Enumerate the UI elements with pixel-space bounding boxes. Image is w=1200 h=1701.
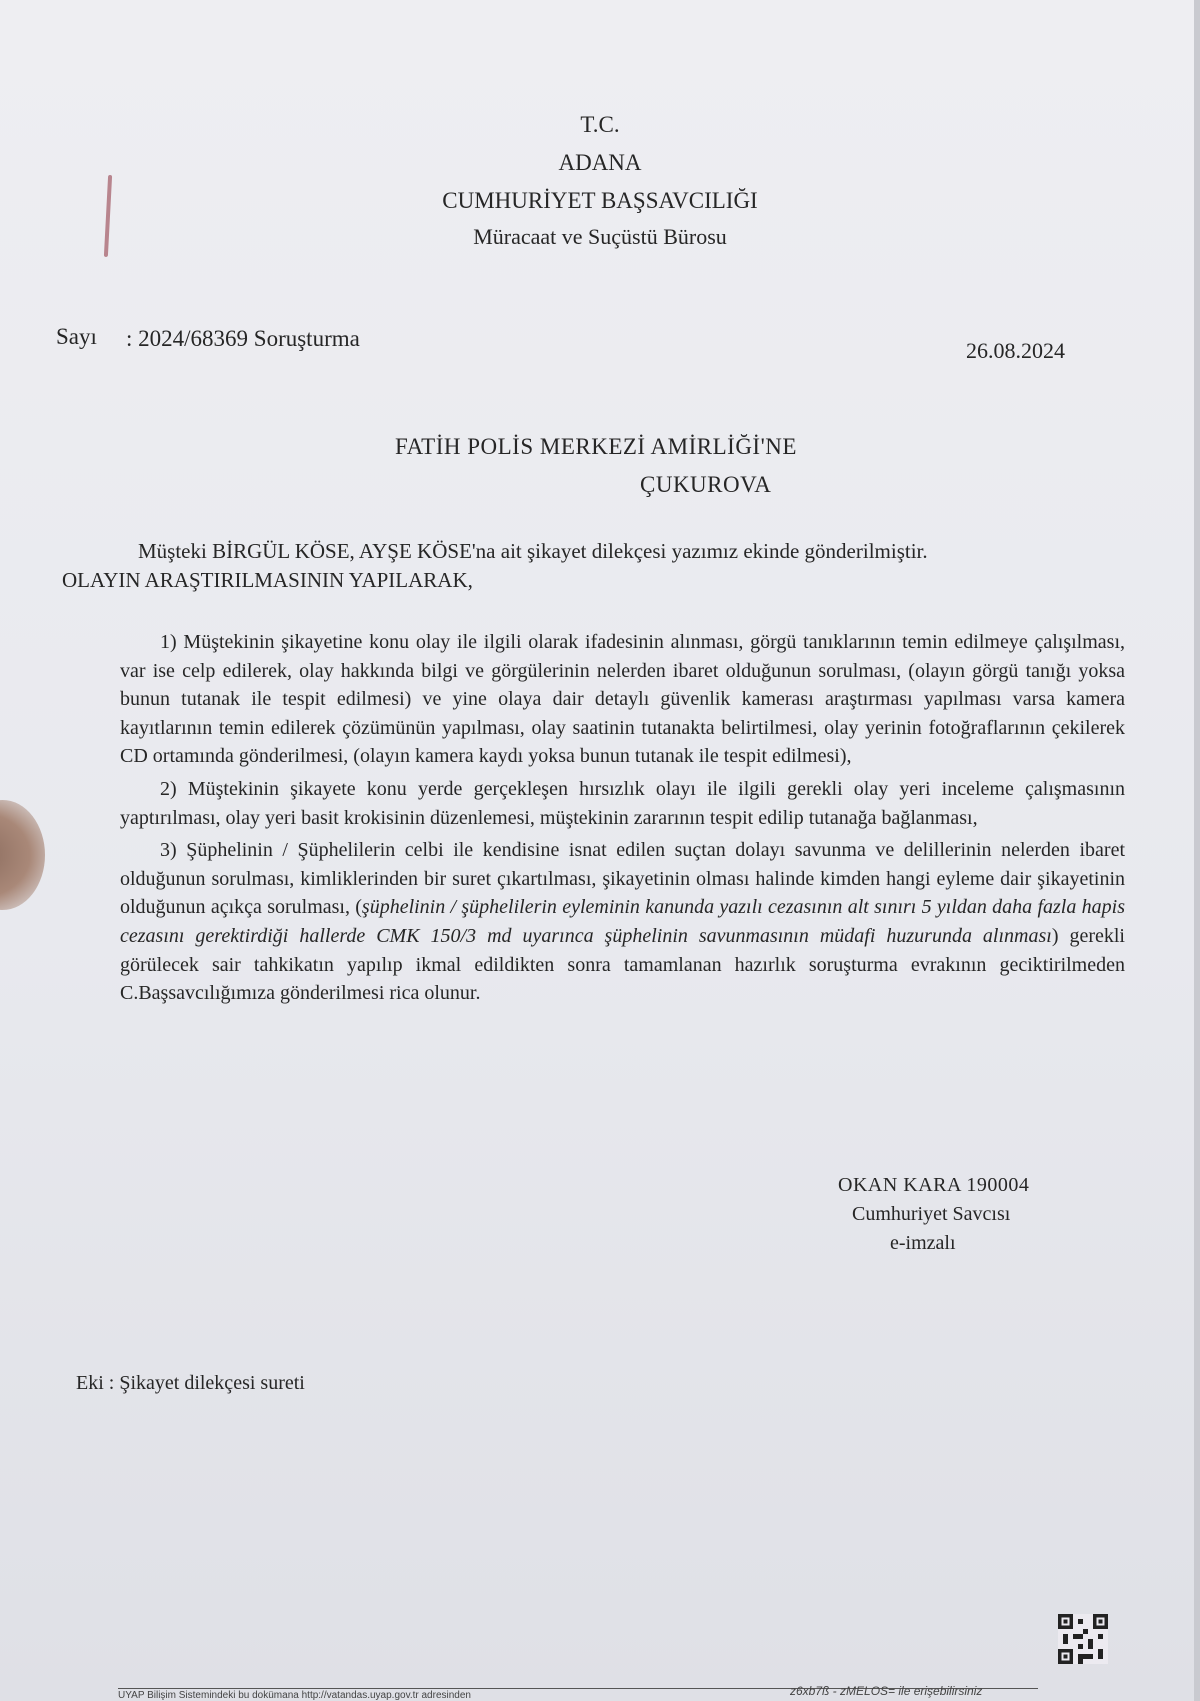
attachment-note: Eki : Şikayet dilekçesi sureti [76,1372,305,1394]
recipient-name: FATİH POLİS MERKEZİ AMİRLİĞİ'NE [395,434,797,459]
intro-line-2: OLAYIN ARAŞTIRILMASININ YAPILARAK, [62,568,473,592]
qr-code-icon [1058,1614,1108,1664]
reference-label: Sayı [56,324,97,349]
intro-line-1: Müşteki BİRGÜL KÖSE, AYŞE KÖSE'na ait şikayet dilekçesi yazımız ekinde gönderilmiştir. [138,539,928,563]
document-date: 26.08.2024 [966,338,1065,363]
request-item-1: 1) Müştekinin şikayetine konu olay ile ilgili olarak ifadesinin alınması, görgü tanıklarının temin edilmeye çalışılması, var ise celp edilerek, olay hakkında bilgi ve görgülerinin nelerden ibaret olduğunun sorulması, (olayın görgü tanığı yoksa bunun tutanak ile tespit edilmesi) ve yine olaya dair detaylı güvenlik kamerası araştırması yapılması varsa kamera kayıtlarının temin edilerek çözümünün yapılması, olay saatinin tutanakta belirtilmesi, olay yerinin fotoğraflarının çekilerek CD ortamında gönderilmesi, (olayın kamera kaydı yoksa bunun tutanak ile tespit edilmesi), [120,631,1125,768]
request-list [120,628,1125,1012]
header-tc: T.C. [580,112,620,137]
intro-paragraph [62,537,1132,595]
header-city: ADANA [558,150,642,175]
request-item-3-closing: ) gerekli görülecek sair tahkikatın yapılıp ikmal edildikten sonra tamamlanan hazırlık soruşturma evrakının geciktirilmeden C.Başsavcılığımıza gönderilmesi rica olunur. [120,924,1125,1005]
request-item-3-text: 3) Şüphelinin / Şüphelilerin celbi ile kendisine isnat edilen suçtan dolayı savunma ve delillerinin nelerden ibaret olduğunun sorulması, kimliklerinden bir suret çıkartılması, şikayetinin olması halinde kimden hangi eyleme dair şikayetinin olduğunun açıkça sorulması, ( [120,839,1125,919]
page-edge [1194,0,1200,1701]
request-item-3-italic: şüphelinin / şüphelilerin eyleminin kanunda yazılı cezasının alt sınırı 5 yıldan daha fazla hapis cezasını gerektirdiği hallerde CMK 150/3 md uyarınca şüphelinin savunmasının müdafi huzurunda alınması [120,896,1125,947]
signer-name: OKAN KARA 190004 [838,1174,1030,1196]
request-item-3 [120,836,1125,1008]
footer-uyap-note: UYAP Bilişim Sistemindeki bu dokümana http://vatandas.uyap.gov.tr adresinden [118,1690,471,1701]
request-item-2: 2) Müştekinin şikayete konu yerde gerçekleşen hırsızlık olayı ile ilgili gerekli olay yeri inceleme çalışmasının yaptırılması, olay yeri basit krokisinin düzenlemesi, müştekinin zararının tespit edilip tutanağa bağlanması, [120,777,1125,829]
header-bureau: Müracaat ve Suçüstü Bürosu [473,224,727,249]
footer-verification-code: z6xb7ß - zMELOS= ile erişebilirsiniz [790,1684,983,1698]
signer-title: Cumhuriyet Savcısı [852,1203,1011,1225]
reference-number: : 2024/68369 Soruşturma [126,326,360,351]
header-office: CUMHURİYET BAŞSAVCILIĞI [442,188,758,213]
signature-block [838,1171,1029,1258]
recipient-district: ÇUKUROVA [640,472,772,497]
esign-label: e-imzalı [890,1232,956,1254]
